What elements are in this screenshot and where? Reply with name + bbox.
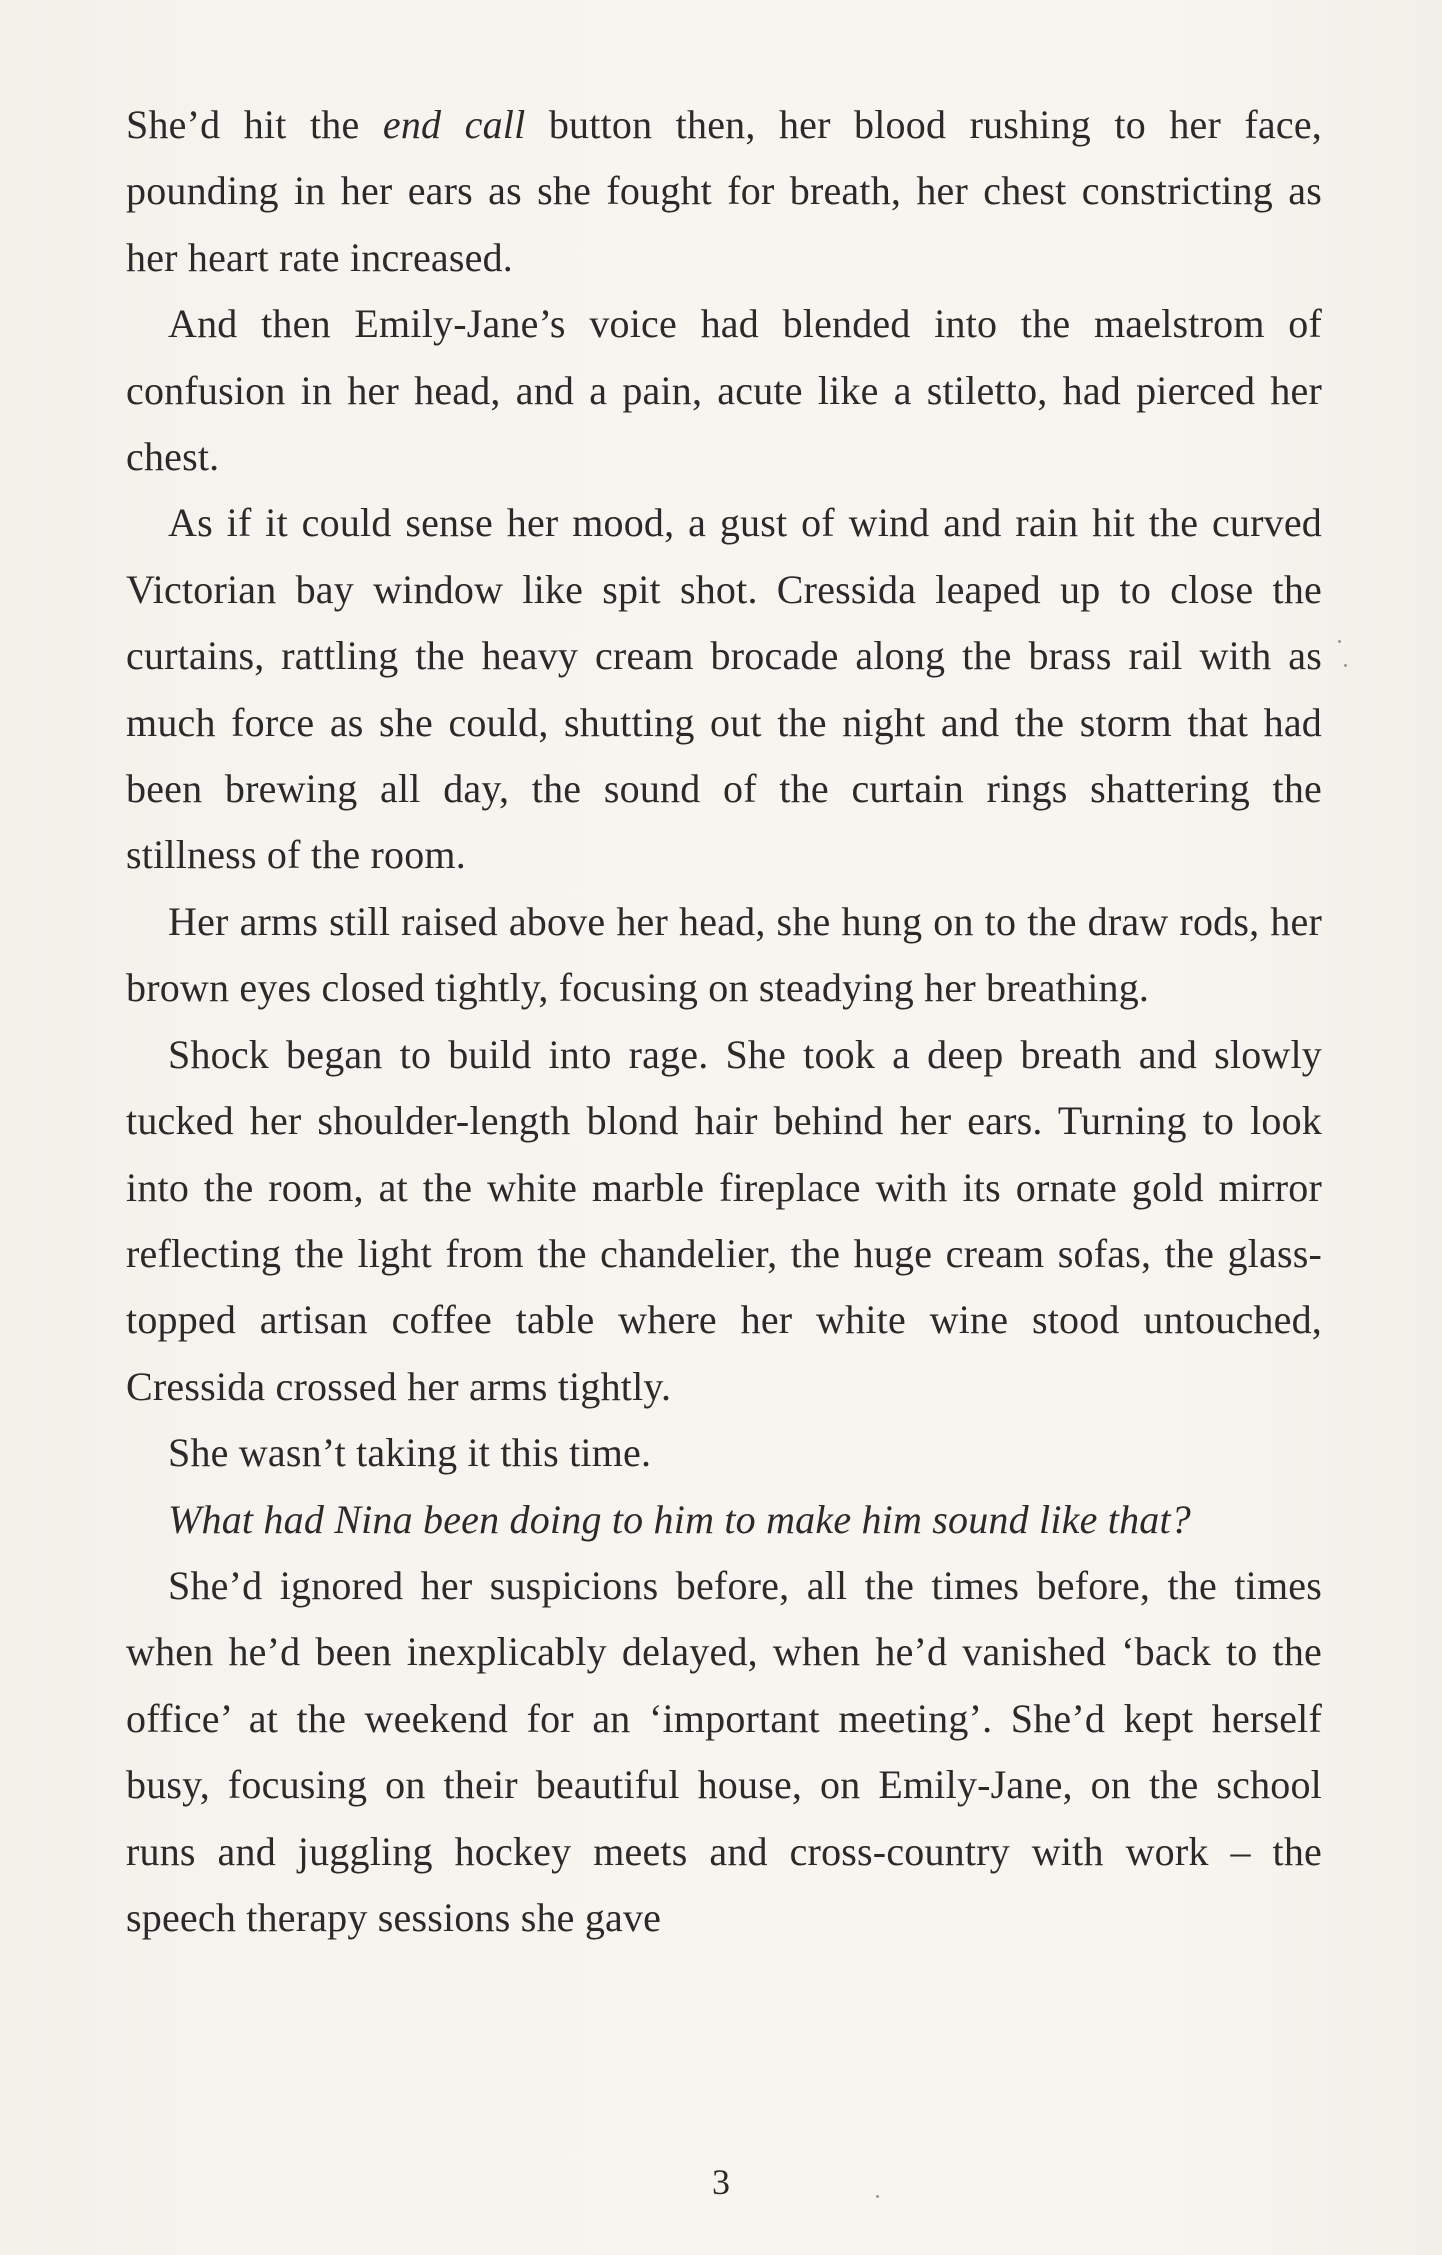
text-run: She’d ignored her suspicions before, all the times before, the times when he’d been inexplicably delayed, when he’d vanished ‘back to the office’ at the weekend for an ‘important meeting’. She’d kept herself busy, focusing on their beautiful house, on Emily-Jane, on the school runs and juggling hockey meets and cross-country with work – the speech therapy sessions she gave <box>126 1562 1322 1940</box>
paragraph <box>126 1022 1322 1420</box>
page-number: 3 <box>712 2162 730 2202</box>
italic-text: What had Nina been doing to him to make him sound like that? <box>168 1496 1191 1542</box>
body-text <box>126 92 1322 1951</box>
text-run: She wasn’t taking it this time. <box>168 1430 652 1476</box>
text-run: As if it could sense her mood, a gust of wind and rain hit the curved Victorian bay window like spit shot. Cressida leaped up to close the curtains, rattling the heavy cream brocade along the brass rail with as much force as she could, shutting out the night and the storm that had been brewing all day, the sound of the curtain rings shattering the stillness of the room. <box>126 500 1322 878</box>
scan-speck <box>876 2195 879 2198</box>
paragraph <box>126 889 1322 1022</box>
paragraph <box>126 92 1322 291</box>
scan-speck <box>1344 664 1347 667</box>
text-run: button then, her blood rushing to her face, pounding in her ears as she fought for breath, her chest constricting as her heart rate increased. <box>126 102 1322 280</box>
paragraph <box>126 490 1322 888</box>
text-run: And then Emily-Jane’s voice had blended into the maelstrom of confusion in her head, and a pain, acute like a stiletto, had pierced her chest. <box>126 301 1322 480</box>
paragraph <box>126 1420 1322 1486</box>
text-run: Her arms still raised above her head, she hung on to the draw rods, her brown eyes closed tightly, focusing on steadying her breathing. <box>126 898 1322 1011</box>
paragraph <box>126 1553 1322 1951</box>
paragraph <box>126 1487 1322 1553</box>
italic-text: end call <box>382 102 526 147</box>
paragraph <box>126 291 1322 490</box>
text-run: She’d hit the <box>126 102 383 147</box>
text-run: Shock began to build into rage. She took a deep breath and slowly tucked her shoulder-length blond hair behind her ears. Turning to look into the room, at the white marble fireplace with its ornate gold mirror reflecting the light from the chandelier, the huge cream sofas, the glass-topped artisan coffee table where her white wine stood untouched, Cressida crossed her arms tightly. <box>126 1031 1322 1409</box>
scan-speck <box>1338 640 1341 643</box>
